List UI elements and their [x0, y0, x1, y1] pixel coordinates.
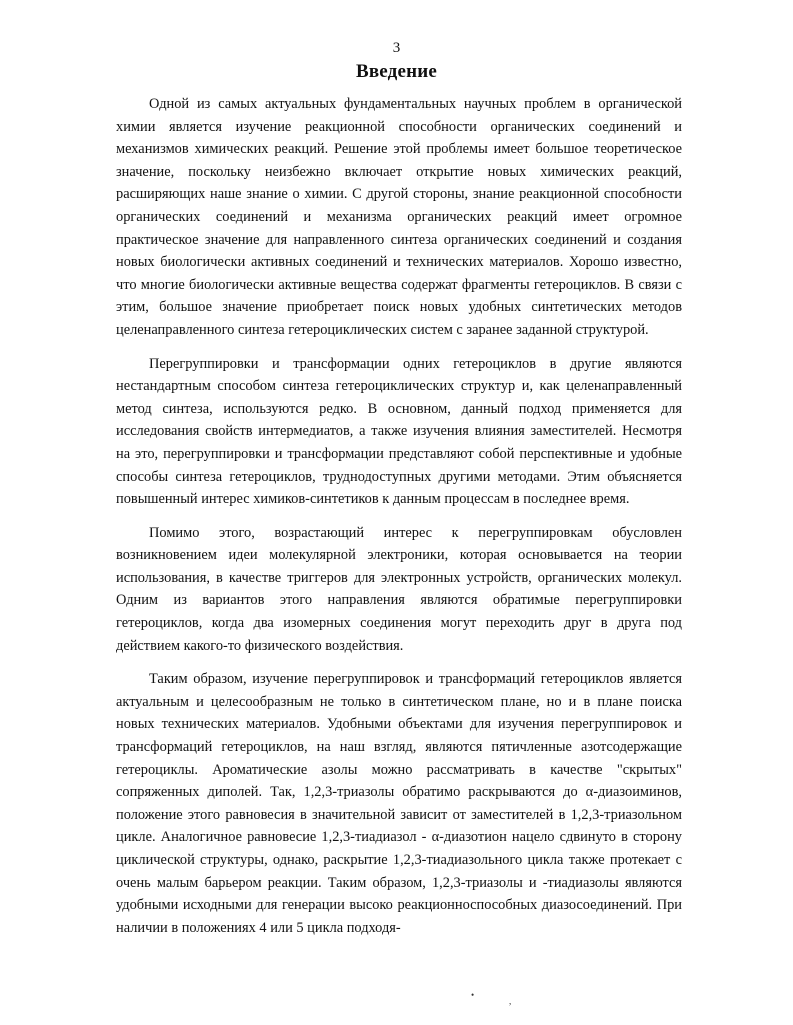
paragraph-2: Перегруппировки и трансформации одних гетероциклов в другие являются нестандартным способом синтеза гетероциклических структур и, как целенаправленный метод синтеза, используются редко. В основном, данный подход применяется для исследования свойств интермедиатов, а также изучения влияния заместителей. Несмотря на это, перегруппировки и трансформации представляют собой перспективные и удобные способы синтеза гетероциклов, труднодоступных другими методами. Этим объясняется повышенный интерес химиков-синтетиков к данным процессам в последнее время.	[116, 355, 682, 508]
body-text	[116, 93, 682, 939]
scan-speck: ,	[509, 996, 512, 1006]
scan-speck: •	[471, 990, 475, 1000]
paragraph-1: Одной из самых актуальных фундаментальных научных проблем в органической химии является изучение реакционной способности органических соединений и механизмов химических реакций. Решение этой проблемы имеет большое теоретическое значение, поскольку неизбежно включает открытие новых химических реакций, расширяющих наше знание о химии. С другой стороны, знание реакционной способности органических соединений и механизма органических реакций имеет огромное практическое значение для направленного синтеза органических соединений и создания новых биологически активных соединений и технических материалов. Хорошо известно, что многие биологически активные вещества содержат фрагменты гетероциклов. В связи с этим, большое значение приобретает поиск новых удобных синтетических методов целенаправленного синтеза гетероциклических систем с заранее заданной структурой.	[116, 96, 682, 338]
paragraph-4: Таким образом, изучение перегруппировок и трансформаций гетероциклов является актуальным и целесообразным не только в синтетическом плане, но и в плане поиска новых технических материалов. Удобными объектами для изучения перегруппировок и трансформаций гетероциклов, на наш взгляд, являются пятичленные азотсодержащие гетероциклы. Ароматические азолы можно рассматривать в качестве "скрытых" сопряженных диполей. Так, 1,2,3-триазолы обратимо раскрываются до α-диазоиминов, положение этого равновесия в значительной зависит от заместителей в 1,2,3-триазольном цикле. Аналогичное равновесие 1,2,3-тиадиазол - α-диазотион нацело сдвинуто в сторону циклической структуры, однако, раскрытие 1,2,3-тиадиазольного цикла также протекает с очень малым барьером реакции. Таким образом, 1,2,3-триазолы и -тиадиазолы являются удобными исходными для генерации высоко реакционноспособных диазосоединений. При наличии в положениях 4 или 5 цикла подходя-	[116, 671, 682, 936]
page-title: Введение	[355, 61, 438, 82]
page-number: 3	[392, 40, 401, 56]
paragraph-3: Помимо этого, возрастающий интерес к перегруппировкам обусловлен возникновением идеи молекулярной электроники, которая основывается на теории использования, в качестве триггеров для электронных устройств, органических молекул. Одним из вариантов этого направления являются обратимые перегруппировки гетероциклов, когда два изомерных соединения могут переходить друг в друга под действием какого-то физического воздействия.	[116, 524, 682, 654]
